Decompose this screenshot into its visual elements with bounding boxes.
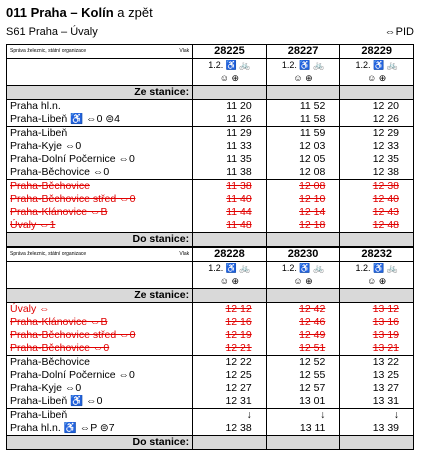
station-name: Praha hl.n. — [10, 100, 61, 112]
departure-time: 11 20 — [193, 100, 267, 114]
station-row — [7, 395, 414, 409]
service-icons: ☺ ⊕ — [266, 275, 340, 289]
departure-time: 11 48 — [193, 219, 267, 233]
service-icons: 1.2. ♿ 🚲 — [266, 262, 340, 276]
departure-time: 13 11 — [266, 422, 340, 436]
station-name: Praha-Kyje ⇔0 — [10, 382, 82, 394]
train-number-row — [7, 45, 414, 59]
departure-time: 11 38 — [193, 180, 267, 194]
empty-cell — [7, 262, 193, 276]
station-row — [7, 342, 414, 356]
departure-time: 12 26 — [340, 113, 414, 127]
departure-time: 12 55 — [266, 369, 340, 382]
train-number: 28228 — [193, 248, 267, 262]
departure-time: 12 52 — [266, 356, 340, 370]
departure-time: 13 01 — [266, 395, 340, 409]
departure-time: 11 58 — [266, 113, 340, 127]
page-title — [6, 5, 153, 20]
section-fill — [266, 233, 340, 247]
station-name: Praha-Dolní Počernice ⇔0 — [10, 153, 135, 165]
from-label: Ze stanice: — [7, 289, 193, 303]
section-fill — [340, 436, 414, 450]
section-fill — [193, 233, 267, 247]
departure-time: 12 29 — [340, 127, 414, 141]
departure-time: 12 57 — [266, 382, 340, 395]
departure-time: 13 21 — [340, 342, 414, 356]
departure-time: 12 19 — [193, 329, 267, 342]
station-name: Úvaly ⇔1 — [10, 219, 56, 231]
departure-time: 12 48 — [340, 219, 414, 233]
service-icons: ☺ ⊕ — [193, 72, 267, 86]
to-label: Do stanice: — [7, 436, 193, 450]
departure-time: 13 31 — [340, 395, 414, 409]
service-icons: ☺ ⊕ — [340, 275, 414, 289]
departure-time: 13 19 — [340, 329, 414, 342]
departure-time: 12 16 — [193, 316, 267, 329]
departure-time: 11 26 — [193, 113, 267, 127]
operator-label: Správa železnic, státní organizace — [10, 48, 87, 54]
station-row — [7, 153, 414, 166]
departure-time: 13 25 — [340, 369, 414, 382]
station-row — [7, 369, 414, 382]
departure-time: 12 49 — [266, 329, 340, 342]
station-name: Praha-Libeň — [7, 409, 193, 423]
departure-time: 12 05 — [266, 153, 340, 166]
departure-time: 11 38 — [193, 166, 267, 180]
station-name: Praha-Klánovice ⇔B — [10, 316, 108, 328]
station-name: Praha-Libeň — [7, 127, 193, 141]
station-row — [7, 206, 414, 219]
departure-time: 12 33 — [340, 140, 414, 153]
station-name: Praha-Běchovice — [7, 180, 193, 194]
station-name: Praha hl.n. ♿ ⇔P ⊜7 — [10, 422, 115, 434]
service-icons: ☺ ⊕ — [266, 72, 340, 86]
departure-time: 13 12 — [340, 303, 414, 317]
section-fill — [340, 289, 414, 303]
train-number: 28227 — [266, 45, 340, 59]
departure-time: 13 16 — [340, 316, 414, 329]
departure-time: 12 38 — [340, 166, 414, 180]
station-row — [7, 113, 414, 127]
symbol-row — [7, 262, 414, 276]
section-fill — [340, 233, 414, 247]
departure-time: ↓ — [340, 409, 414, 423]
departure-time: 12 25 — [193, 369, 267, 382]
service-icons: 1.2. ♿ 🚲 — [340, 59, 414, 73]
section-fill — [266, 436, 340, 450]
title-suffix: a zpět — [113, 5, 153, 20]
station-name: Praha-Klánovice ⇔B — [10, 206, 108, 218]
to-section-row — [7, 233, 414, 247]
departure-time: 11 40 — [193, 193, 267, 206]
departure-time: 12 10 — [266, 193, 340, 206]
departure-time: 12 20 — [340, 100, 414, 114]
departure-time: 13 22 — [340, 356, 414, 370]
station-name: Praha-Běchovice ⇔0 — [10, 166, 110, 178]
title-main: 011 Praha – Kolín — [6, 5, 114, 20]
departure-time: 12 22 — [193, 356, 267, 370]
station-row — [7, 382, 414, 395]
service-icons: 1.2. ♿ 🚲 — [193, 59, 267, 73]
departure-time: 11 59 — [266, 127, 340, 141]
departure-time: 11 29 — [193, 127, 267, 141]
timetable-2 — [6, 247, 414, 450]
departure-time: 12 35 — [340, 153, 414, 166]
from-section-row — [7, 86, 414, 100]
service-icons: 1.2. ♿ 🚲 — [266, 59, 340, 73]
departure-time: 11 33 — [193, 140, 267, 153]
departure-time: ↓ — [193, 409, 267, 423]
departure-time: 12 43 — [340, 206, 414, 219]
station-name: Praha-Libeň ♿ ⇔0 — [10, 395, 103, 407]
symbol-row — [7, 59, 414, 73]
symbol-row — [7, 275, 414, 289]
train-number: 28229 — [340, 45, 414, 59]
service-icons: 1.2. ♿ 🚲 — [193, 262, 267, 276]
operator-cell — [7, 45, 193, 59]
departure-time: 11 44 — [193, 206, 267, 219]
departure-time: 13 39 — [340, 422, 414, 436]
departure-time: 12 51 — [266, 342, 340, 356]
from-section-row — [7, 289, 414, 303]
symbol-row — [7, 72, 414, 86]
station-row — [7, 193, 414, 206]
service-icons: ☺ ⊕ — [193, 275, 267, 289]
departure-time: 12 08 — [266, 180, 340, 194]
station-name: Praha-Běchovice ⇔0 — [10, 342, 110, 354]
station-row — [7, 166, 414, 180]
empty-cell — [7, 59, 193, 73]
station-row — [7, 303, 414, 317]
station-row — [7, 140, 414, 153]
station-name: Praha-Běchovice střed ⇔0 — [10, 193, 136, 205]
station-row — [7, 422, 414, 436]
timetable-1 — [6, 44, 414, 247]
departure-time: 12 14 — [266, 206, 340, 219]
section-fill — [266, 86, 340, 100]
to-section-row — [7, 436, 414, 450]
departure-time: 12 08 — [266, 166, 340, 180]
departure-time: 12 46 — [266, 316, 340, 329]
empty-cell — [7, 275, 193, 289]
departure-time: 12 27 — [193, 382, 267, 395]
empty-cell — [7, 72, 193, 86]
train-number: 28230 — [266, 248, 340, 262]
station-name: Praha-Dolní Počernice ⇔0 — [10, 369, 135, 381]
departure-time: 11 52 — [266, 100, 340, 114]
station-row — [7, 100, 414, 114]
departure-time: 13 27 — [340, 382, 414, 395]
station-name: Praha-Libeň ♿ ⇔0 ⊜4 — [10, 113, 121, 125]
station-name: Praha-Kyje ⇔0 — [10, 140, 82, 152]
section-fill — [340, 86, 414, 100]
train-number: 28232 — [340, 248, 414, 262]
service-icons: ☺ ⊕ — [340, 72, 414, 86]
station-name: Praha-Běchovice — [7, 356, 193, 370]
station-row — [7, 316, 414, 329]
departure-time: ↓ — [266, 409, 340, 423]
departure-time: 12 31 — [193, 395, 267, 409]
section-fill — [193, 436, 267, 450]
train-number-row — [7, 248, 414, 262]
departure-time: 12 40 — [340, 193, 414, 206]
departure-time: 12 12 — [193, 303, 267, 317]
station-name: Úvaly ⇔ — [10, 303, 50, 315]
station-row — [7, 356, 414, 370]
departure-time: 12 38 — [193, 422, 267, 436]
route-row — [6, 26, 414, 38]
station-name: Praha-Běchovice střed ⇔0 — [10, 329, 136, 341]
to-label: Do stanice: — [7, 233, 193, 247]
service-icons: 1.2. ♿ 🚲 — [340, 262, 414, 276]
station-row — [7, 127, 414, 141]
train-number: 28225 — [193, 45, 267, 59]
section-fill — [193, 86, 267, 100]
operator-label: Správa železnic, státní organizace — [10, 251, 87, 257]
departure-time: 12 38 — [340, 180, 414, 194]
operator-cell — [7, 248, 193, 262]
train-label: Vlak — [179, 251, 190, 257]
departure-time: 12 18 — [266, 219, 340, 233]
from-label: Ze stanice: — [7, 86, 193, 100]
departure-time: 12 42 — [266, 303, 340, 317]
section-fill — [266, 289, 340, 303]
station-row — [7, 219, 414, 233]
station-row — [7, 180, 414, 194]
pid-label: ⇔PID — [384, 26, 414, 38]
route-label: S61 Praha – Úvaly — [6, 26, 98, 38]
section-fill — [193, 289, 267, 303]
departure-time: 12 21 — [193, 342, 267, 356]
departure-time: 11 35 — [193, 153, 267, 166]
station-row — [7, 329, 414, 342]
station-row — [7, 409, 414, 423]
train-label: Vlak — [179, 48, 190, 54]
departure-time: 12 03 — [266, 140, 340, 153]
